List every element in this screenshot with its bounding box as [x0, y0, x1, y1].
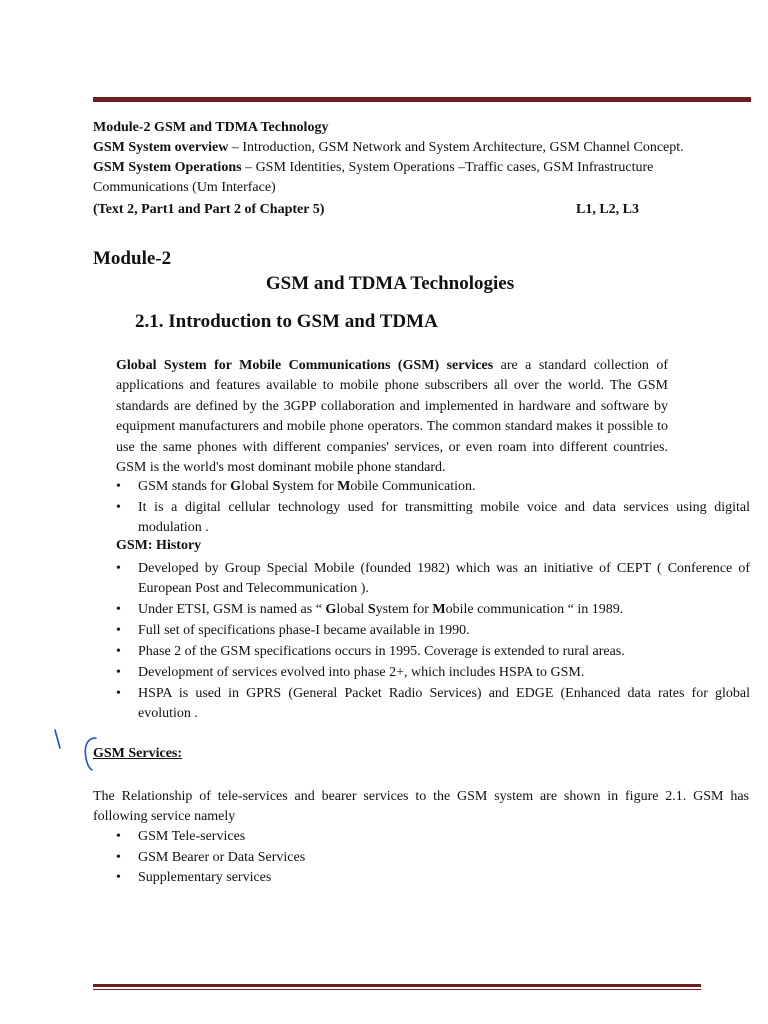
bullet-glyph: •: [116, 623, 121, 638]
history-heading: GSM: History: [116, 538, 202, 553]
syllabus-module-line: Module-2 GSM and TDMA Technology: [93, 120, 329, 135]
list-item: • Supplementary services: [116, 868, 305, 889]
list-item: • GSM stands for Global System for Mobile Communication.: [116, 477, 750, 497]
services-list: [116, 827, 305, 889]
bullet-glyph: •: [116, 644, 121, 659]
list-item: • GSM Bearer or Data Services: [116, 848, 305, 869]
list-item: • It is a digital cellular technology used for transmitting mobile voice and data services using digital modulation .: [116, 500, 750, 535]
syllabus-overview-line: [93, 138, 684, 158]
syllabus-operations-text: – GSM Identities, System Operations –Traffic cases, GSM Infrastructure: [245, 160, 654, 175]
list-item: • Phase 2 of the GSM specifications occurs in 1995. Coverage is extended to rural areas.: [116, 642, 750, 662]
footer-rule-thin: [93, 989, 701, 990]
page-title: GSM and TDMA Technologies: [265, 273, 515, 294]
footer-rule: [93, 984, 701, 987]
section-heading: 2.1. Introduction to GSM and TDMA: [135, 311, 438, 332]
bullet-glyph: •: [116, 870, 121, 885]
syllabus-overview-label: GSM System overview: [93, 140, 229, 155]
services-heading: GSM Services:: [93, 746, 183, 761]
bullet-glyph: •: [116, 686, 121, 701]
bullet-glyph: •: [116, 849, 121, 865]
list-item: • Development of services evolved into phase 2+, which includes HSPA to GSM.: [116, 663, 750, 683]
list-item: • Full set of specifications phase-I became available in 1990.: [116, 621, 750, 641]
module-heading: Module-2: [93, 248, 172, 269]
header-rule: [93, 97, 751, 102]
bullet-glyph: •: [116, 500, 121, 515]
bullet-glyph: •: [116, 561, 121, 576]
syllabus-overview-text: – Introduction, GSM Network and System Architecture, GSM Channel Concept.: [228, 140, 684, 155]
syllabus-operations-line: [93, 158, 749, 178]
intro-term: Global System for Mobile Communications (GSM) services: [116, 358, 494, 373]
services-paragraph: The Relationship of tele-services and bearer services to the GSM system are shown in figure 2.1. GSM has following service namely: [93, 789, 749, 824]
intro-bullet-list: [116, 477, 750, 538]
list-item: • GSM Tele-services: [116, 827, 305, 848]
bullet-glyph: •: [116, 829, 121, 844]
list-item: • Developed by Group Special Mobile (founded 1982) which was an initiative of CEPT ( Conference of European Post and Telecommunication ).: [116, 561, 750, 596]
bullet-glyph: •: [116, 602, 121, 617]
list-item: • Under ETSI, GSM is named as “ Global System for Mobile communication “ in 1989.: [116, 600, 750, 620]
syllabus-reference: (Text 2, Part1 and Part 2 of Chapter 5): [93, 202, 325, 217]
syllabus-operations-label: GSM System Operations: [93, 160, 242, 175]
syllabus-levels: L1, L2, L3: [576, 202, 640, 217]
syllabus-interface-line: Communications (Um Interface): [93, 180, 276, 195]
bullet-glyph: •: [116, 479, 121, 494]
list-item: • HSPA is used in GPRS (General Packet Radio Services) and EDGE (Enhanced data rates for global evolution .: [116, 686, 750, 721]
bullet-glyph: •: [116, 665, 121, 680]
history-bullet-list: [116, 559, 750, 724]
intro-paragraph: [116, 356, 668, 478]
intro-text: are a standard collection of applications and features available to mobile phone subscribers all over the world. The GSM standards are defined by the 3GPP collaboration and implemented in hardware and software by equipment manufacturers and mobile phone operators. The common standard makes it possible to use the same phones with different companies' services, or even roam into different countries. GSM is the world's most dominant mobile phone standard.: [116, 358, 668, 476]
